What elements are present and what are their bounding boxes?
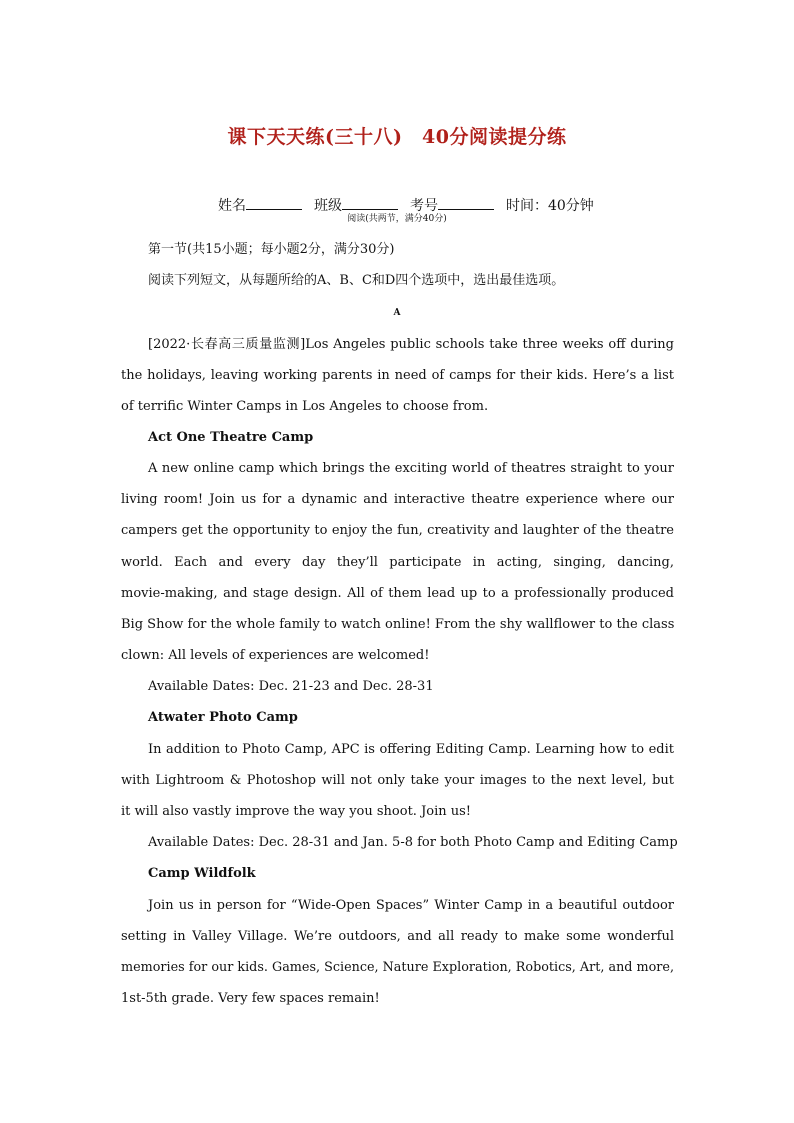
intro-line: of terrific Winter Camps in Los Angeles to choose from.	[121, 399, 489, 414]
camp-description-line: memories for our kids. Games, Science, Nature Exploration, Robotics, Art, and more,	[121, 960, 674, 975]
name-blank[interactable]	[246, 195, 302, 210]
camp-description-line: setting in Valley Village. We’re outdoors, and all ready to make some wonderful	[121, 929, 674, 944]
camp-heading: Camp Wildfolk	[148, 866, 256, 881]
time-text: 时间：40分钟	[505, 198, 594, 214]
camp-description-line: 1st-5th grade. Very few spaces remain!	[121, 991, 380, 1006]
class-label: 班级	[313, 198, 342, 214]
camp-description-line: campers get the opportunity to enjoy the fun, creativity and laughter of the theatre	[121, 523, 674, 538]
number-blank[interactable]	[438, 195, 494, 210]
instruction-text: 阅读下列短文，从每题所给的A、B、C和D四个选项中，选出最佳选项。	[148, 273, 565, 288]
camp-heading: Act One Theatre Camp	[148, 430, 314, 445]
camp-description-line: it will also vastly improve the way you shoot. Join us!	[121, 804, 472, 819]
intro-line: [2022·长春高三质量监测]Los Angeles public schools take three weeks off during	[148, 337, 674, 352]
part1-heading: 第一节(共15小题；每小题2分，满分30分)	[148, 242, 395, 257]
camp-description-line: clown: All levels of experiences are welcomed!	[121, 648, 430, 663]
camp-description-line: world. Each and every day they’ll participate in acting, singing, dancing,	[121, 555, 674, 570]
class-blank[interactable]	[342, 195, 398, 210]
camp-description-line: with Lightroom & Photoshop will not only take your images to the next level, but	[121, 773, 674, 788]
camp-description-line: movie-making, and stage design. All of them lead up to a professionally produced	[121, 586, 674, 601]
page-title: 课下天天练(三十八) 40分阅读提分练	[227, 126, 567, 148]
passage-letter: A	[393, 308, 401, 318]
camp-heading: Atwater Photo Camp	[148, 710, 298, 725]
number-label: 考号	[409, 198, 438, 214]
camp-description-line: In addition to Photo Camp, APC is offering Editing Camp. Learning how to edit	[148, 742, 674, 757]
camp-description-line: Join us in person for “Wide-Open Spaces” Winter Camp in a beautiful outdoor	[148, 898, 674, 913]
section-heading: 阅读(共两节，满分40分)	[347, 214, 447, 224]
camp-description-line: A new online camp which brings the exciting world of theatres straight to your	[148, 461, 674, 476]
camp-dates: Available Dates: Dec. 28-31 and Jan. 5-8 for both Photo Camp and Editing Camp	[148, 835, 678, 850]
name-label: 姓名	[217, 198, 246, 214]
camp-description-line: Big Show for the whole family to watch online! From the shy wallflower to the class	[121, 617, 675, 632]
intro-line: the holidays, leaving working parents in need of camps for their kids. Here’s a list	[121, 368, 674, 383]
camp-dates: Available Dates: Dec. 21-23 and Dec. 28-31	[148, 679, 434, 694]
camp-description-line: living room! Join us for a dynamic and interactive theatre experience where our	[121, 492, 674, 507]
